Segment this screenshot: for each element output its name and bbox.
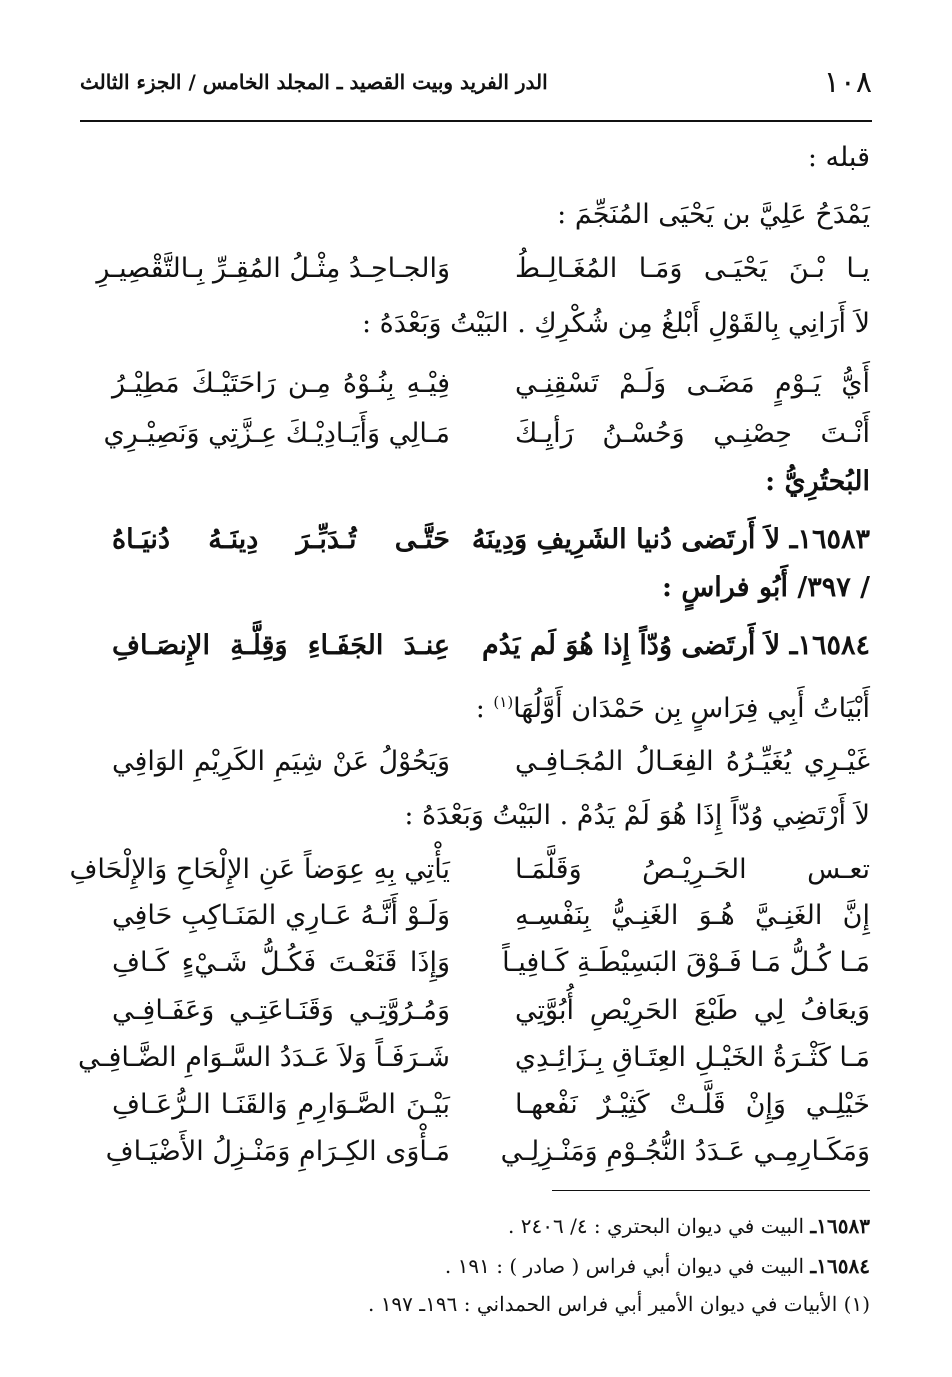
verse-second-hemistich: شَـرَفَـاً وَلاَ عَـدَدُ السَّـوَامِ الضَّـافِـي <box>78 1041 450 1073</box>
verse-second-hemistich: وَمُـرُوَّتِـي وَقَنَـاعَتِـي وَعَفَـافِـي <box>112 994 450 1026</box>
page-number: ١٠٨ <box>823 64 872 100</box>
text-span: أَبْيَاتُ أَبِي فِرَاسٍ بِن حَمْدَان أَوَّلُهَا <box>513 693 870 724</box>
footnote <box>80 1212 870 1240</box>
text-line: لاَ أَرْتَضِي وُدّاً إِذَا هُوَ لَمْ يَدُمْ . البَيْتُ وَبَعْدَهُ : <box>404 800 870 831</box>
text-span: : <box>475 693 494 724</box>
text-line: قبله : <box>807 142 870 173</box>
verse <box>112 1083 870 1125</box>
verse-first-hemistich: وَمَكَـارِمِـي عَـدَدُ النُّجُـوْمِ وَمَنْـزِلِـي <box>500 1135 870 1167</box>
verse <box>112 894 870 936</box>
verse <box>112 941 870 983</box>
verse-second-hemistich: فِيْـهِ بِنُـوْهُ مِـن رَاحَتَيْـكَ مَطِيْـرُ <box>112 367 450 399</box>
numbered-verse <box>112 518 870 560</box>
header-divider <box>80 120 872 122</box>
footnote-text: البيت في ديوان أبي فراس ( صادر ) : ١٩١ . <box>444 1254 805 1278</box>
poet-name: البُحتُرِيُّ : <box>765 466 870 497</box>
verse <box>105 1130 870 1172</box>
verse <box>69 848 870 890</box>
verse <box>96 247 870 289</box>
verse <box>78 1036 870 1078</box>
verse-second-hemistich: حَتَّـى تُـدَبِّـرَ دِينَـهُ دُنيَـاهُ <box>112 523 450 555</box>
poet-name: / ٣٩٧/ أَبُو فراسٍ : <box>661 572 870 603</box>
verse-first-hemistich: أَنْـتَ حِصْنِـي وَحُسْـنُ رَأيِـكَ <box>515 417 870 449</box>
verse-first-hemistich: ١٦٥٨٣ـ لاَ أَرتَضى دُنيا الشَرِيفِ وَدِينَهُ <box>471 523 870 555</box>
verse <box>112 362 870 404</box>
page-header <box>80 62 872 102</box>
verse <box>112 740 870 782</box>
verse-first-hemistich: ١٦٥٨٤ـ لاَ أَرتَضى وُدّاً إِذا هُوَ لَم يَدُم <box>482 629 870 661</box>
verse-second-hemistich: وَيَحُوْلُ عَنْ شِيَمِ الكَرِيْمِ الوَافِي <box>112 745 450 777</box>
verse-first-hemistich: خَيْلِـي وَإِنْ قَلَّـتْ كَثِيْـرٌ نَفْعهـا <box>515 1088 870 1120</box>
verse-first-hemistich: غَيْـرِي يُغَيِّـرُهُ الفِعَـالُ المُجَـافِـي <box>515 745 870 777</box>
verse-first-hemistich: تعـس الحَـرِيْـصُ وَقَلَّمَـا <box>515 853 870 885</box>
verse-second-hemistich: مَـالِي وَأَيَـادِيْـكَ عِـزَّتِي وَنَصِيْـرِي <box>103 417 450 449</box>
verse-second-hemistich: عِنـدَ الجَفَـاءِ وَقِلَّـةِ الإِنصَـافِ <box>112 629 450 661</box>
text-line: يَمْدَحُ عَلِيَّ بن يَحْيَى المُنَجِّمَ : <box>557 199 870 230</box>
verse-second-hemistich: يَأْتِي بِهِ عِوَضاً عَنِ الإِلْحَاحِ وَالإِلْحَافِ <box>69 853 450 885</box>
verse-second-hemistich: وَالجـاحِـدُ مِثْـلُ المُقِـرِّ بِـالتَّقْصِيـرِ <box>96 252 450 284</box>
footnote-text: الأبيات في ديوان الأمير أبي فراس الحمداني : ١٩٦ـ ١٩٧ . <box>367 1292 838 1316</box>
footnote-marker: (١) <box>493 693 514 711</box>
verse-first-hemistich: يـا بْـنَ يَحْيَـى وَمَـا المُغَـالِـطُ <box>515 252 870 284</box>
footnote-number: ١٦٥٨٣ـ <box>810 1214 870 1238</box>
verse <box>103 412 870 454</box>
footnote <box>80 1290 870 1318</box>
numbered-verse <box>112 624 870 666</box>
footnote <box>80 1252 870 1280</box>
footnote-text: البيت في ديوان البحتري : ٤/ ٢٤٠٦ . <box>508 1214 805 1238</box>
verse <box>112 989 870 1031</box>
footnote-divider <box>552 1190 870 1191</box>
verse-first-hemistich: وَيعَافُ لِي طَبْعَ الحَرِيْصِ أُبُوَّتِي <box>515 994 870 1026</box>
verse-second-hemistich: بَيْـنَ الصَّـوَارِمِ وَالقَنَـا الـرُّعَـافِ <box>112 1088 450 1120</box>
text-line: لاَ أَرَانِي بِالقَوْلِ أَبْلغُ مِن شُكْرِكِ . البَيْتُ وَبَعْدَهُ : <box>361 308 870 339</box>
verse-second-hemistich: وَإِذَا قَنَعْـتَ فَكُـلُّ شَـيْءٍ كَـافِ <box>112 946 450 978</box>
running-title: الدر الفريد وبيت القصيد ـ المجلد الخامس / الجزء الثالث <box>80 70 548 94</box>
verse-first-hemistich: أَيُّ يَـوْمٍ مَضَـى وَلَـمْ تَسْقِنِـي <box>515 367 870 399</box>
footnote-number: ١٦٥٨٤ـ <box>810 1254 870 1278</box>
verse-first-hemistich: إِنَّ الغَنِـيَّ هُـوَ الغَنِـيُّ بِنَفْسِـهِ <box>515 899 870 931</box>
verse-first-hemistich: مَـا كُـلُّ مَـا فَـوْقَ البَسِيْطَـةِ كَـافِيـاً <box>502 946 870 978</box>
verse-second-hemistich: مَـأْوَى الكِـرَامِ وَمَنْـزِلُ الأَضْيَـافِ <box>105 1135 450 1167</box>
footnote-number: (١) <box>843 1292 870 1316</box>
text-line <box>80 682 870 729</box>
verse-first-hemistich: مَـا كَثْـرَةُ الخَيْـلِ العِتَـاقِ بِـزَائِـدِي <box>514 1041 870 1073</box>
verse-second-hemistich: وَلَـوْ أَنَّـهُ عَـارِي المَنَـاكِبِ حَافِي <box>112 899 450 931</box>
